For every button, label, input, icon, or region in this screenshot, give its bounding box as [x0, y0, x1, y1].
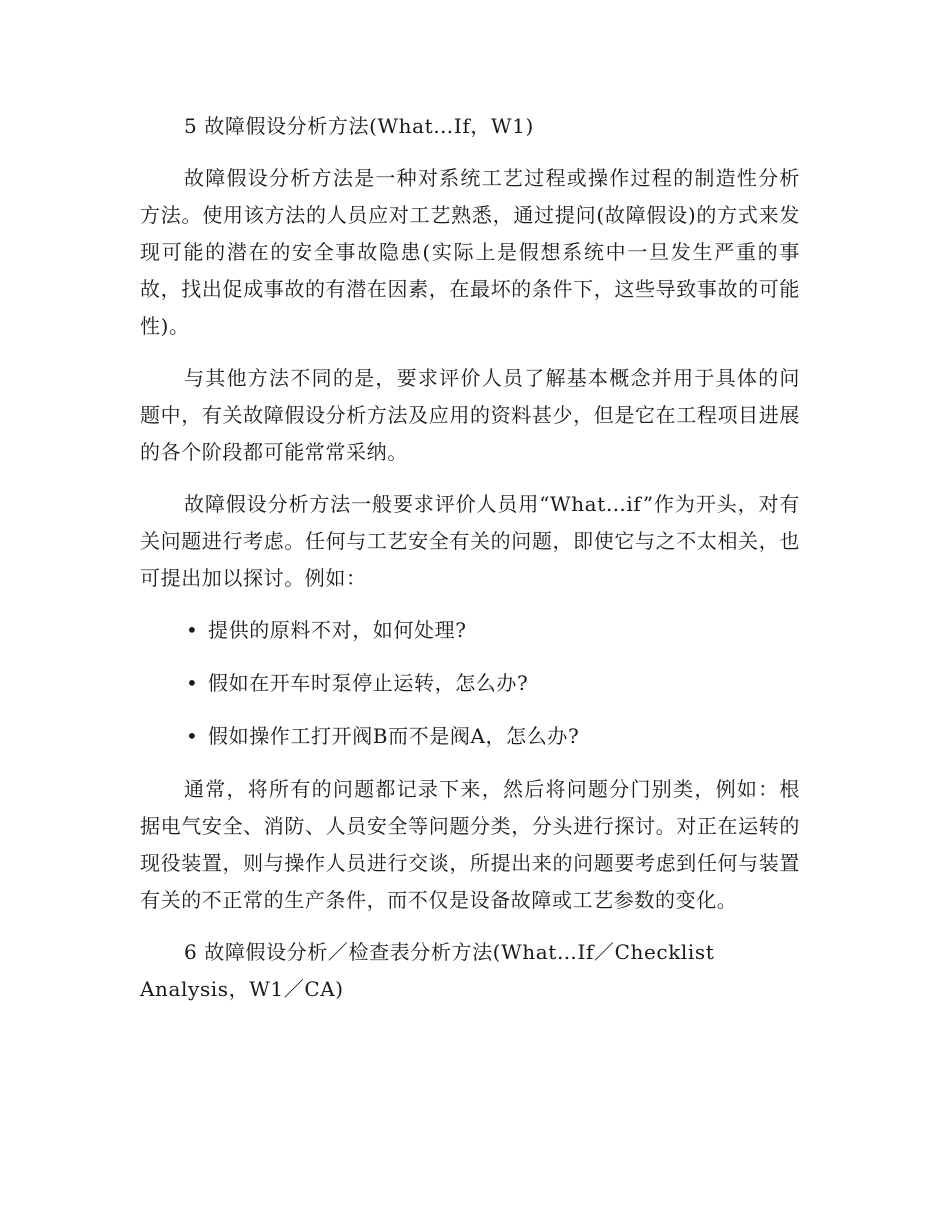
- bullet-text: 假如在开车时泵停止运转，怎么办?: [208, 671, 529, 695]
- bullet-item: [140, 718, 800, 755]
- bullet-item: [140, 665, 800, 702]
- bullet-icon: •: [186, 724, 199, 748]
- bullet-text: 假如操作工打开阀B而不是阀A，怎么办?: [208, 724, 580, 748]
- section-heading-6: 6 故障假设分析／检查表分析方法(What…If／Checklist Analysis，W1／CA): [140, 940, 715, 1001]
- document-body: [140, 108, 800, 1023]
- bullet-text: 提供的原料不对，如何处理?: [208, 618, 467, 642]
- section-heading-5: 5 故障假设分析方法(What…If，W1): [184, 114, 534, 138]
- bullet-icon: •: [186, 618, 199, 642]
- bullet-item: [140, 612, 800, 649]
- paragraph-definition: 故障假设分析方法是一种对系统工艺过程或操作过程的制造性分析方法。使用该方法的人员应对工艺熟悉，通过提问(故障假设)的方式来发现可能的潜在的安全事故隐患(实际上是假想系统中一旦发生严重的事故，找出促成事故的有潜在因素，在最坏的条件下，这些导致事故的可能性)。: [140, 166, 800, 338]
- paragraph-procedure: 通常，将所有的问题都记录下来，然后将问题分门别类，例如：根据电气安全、消防、人员安全等问题分类，分头进行探讨。对正在运转的现役装置，则与操作人员进行交谈，所提出来的问题要考虑到任何与装置有关的不正常的生产条件，而不仅是设备故障或工艺参数的变化。: [140, 777, 800, 912]
- paragraph-method: 故障假设分析方法一般要求评价人员用“What…if”作为开头，对有关问题进行考虑。任何与工艺安全有关的问题，即使它与之不太相关，也可提出加以探讨。例如：: [140, 492, 800, 590]
- bullet-icon: •: [186, 671, 199, 695]
- paragraph-comparison: 与其他方法不同的是，要求评价人员了解基本概念并用于具体的问题中，有关故障假设分析方法及应用的资料甚少，但是它在工程项目进展的各个阶段都可能常常采纳。: [140, 366, 800, 464]
